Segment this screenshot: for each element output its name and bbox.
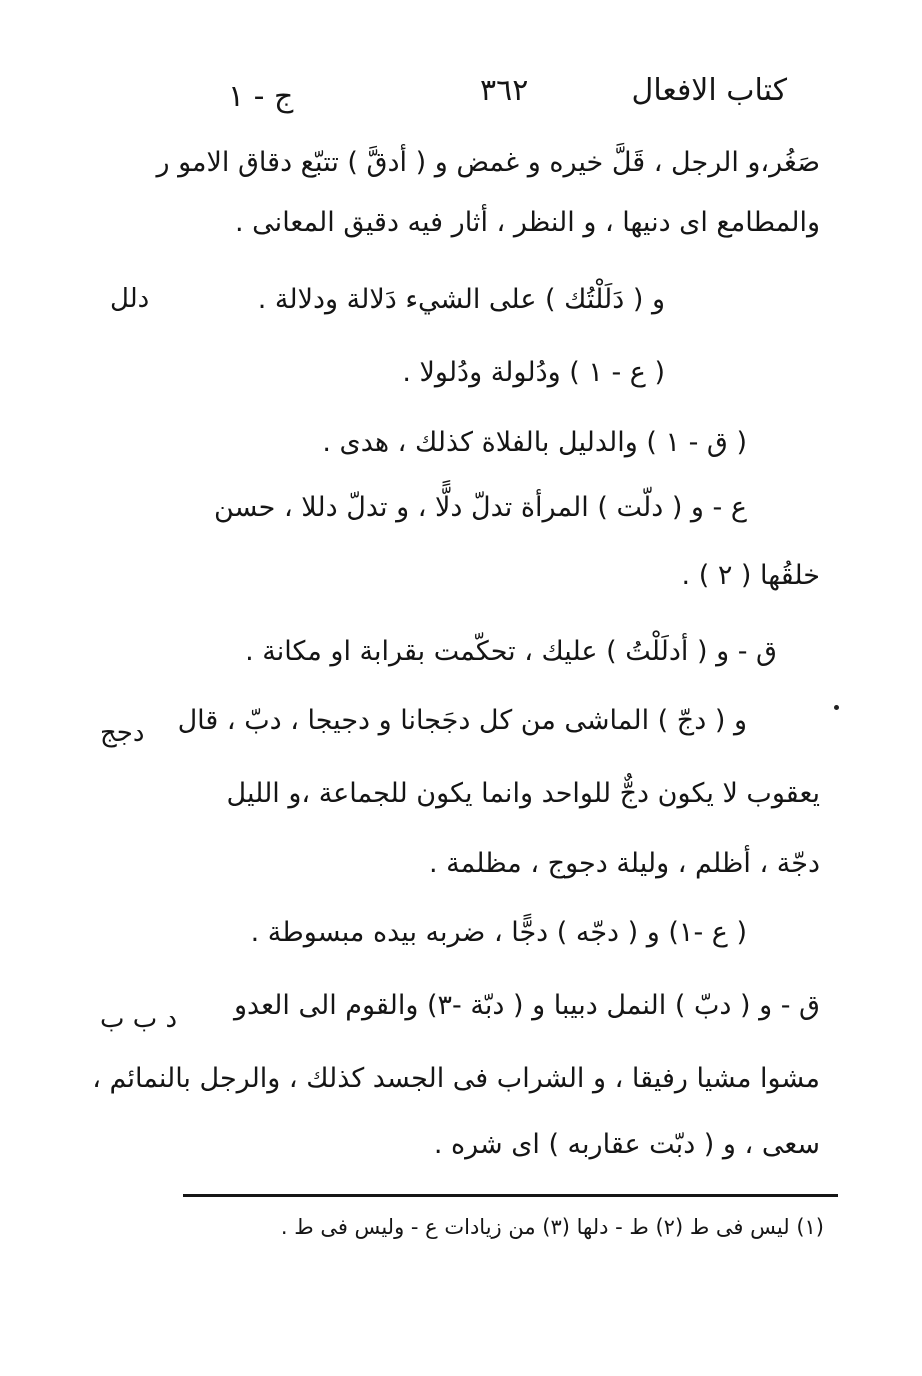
text-line: ( ق - ١ ) والدليل بالفلاة كذلك ، هدى .: [322, 427, 747, 458]
text-line: ق - و ( أدلَلْتُ ) عليك ، تحكّمت بقرابة او مكانة .: [245, 636, 777, 667]
text-line: يعقوب لا يكون دجٌّ للواحد وانما يكون للجماعة ،و الليل: [226, 778, 820, 809]
text-line: صَغُر،و الرجل ، قَلَّ خيره و غمض و ( أدقَّ ) تتبّع دقاق الامو ر: [156, 147, 820, 178]
text-line: ( ع - ١ ) ودُلولة ودُلولا .: [402, 357, 665, 388]
footnote-text: (١) ليس فى ط (٢) ط - دلها (٣) من زيادات ع - وليس فى ط .: [280, 1215, 824, 1239]
text-line: خلقُها ( ٢ ) .: [681, 560, 820, 591]
text-line: دجّة ، أظلم ، وليلة دجوج ، مظلمة .: [428, 848, 820, 879]
text-line: ق - و ( دبّ ) النمل دبيبا و ( دبّة -٣) والقوم الى العدو: [233, 990, 820, 1021]
margin-root-djj: دجج: [100, 718, 145, 748]
print-speck: [834, 705, 839, 710]
text-line: و ( دَلَلْتُك ) على الشيء دَلالة ودلالة .: [257, 284, 665, 315]
text-line: ع - و ( دلّت ) المرأة تدلّ دلًّا ، و تدلّ دللا ، حسن: [214, 492, 747, 523]
page-number: ٣٦٢: [480, 73, 529, 108]
book-title: كتاب الافعال: [631, 73, 787, 108]
text-line: و ( دجّ ) الماشى من كل دجَجانا و دجيجا ، دبّ ، قال: [177, 705, 747, 736]
text-line: ( ع -١) و ( دجّه ) دجًّا ، ضربه بيده مبسوطة .: [250, 917, 747, 948]
margin-root-dbb: د ب ب: [100, 1004, 178, 1034]
footnote-divider: [183, 1194, 838, 1197]
text-line: والمطامع اى دنيها ، و النظر ، أثار فيه دقيق المعانى .: [235, 207, 820, 238]
volume-label: ج - ١: [228, 79, 294, 114]
margin-root-dll: دلل: [110, 284, 150, 314]
text-line: سعى ، و ( دبّت عقاربه ) اى شره .: [433, 1129, 820, 1160]
text-line: مشوا مشيا رفيقا ، و الشراب فى الجسد كذلك ، والرجل بالنمائم ،: [92, 1063, 820, 1094]
